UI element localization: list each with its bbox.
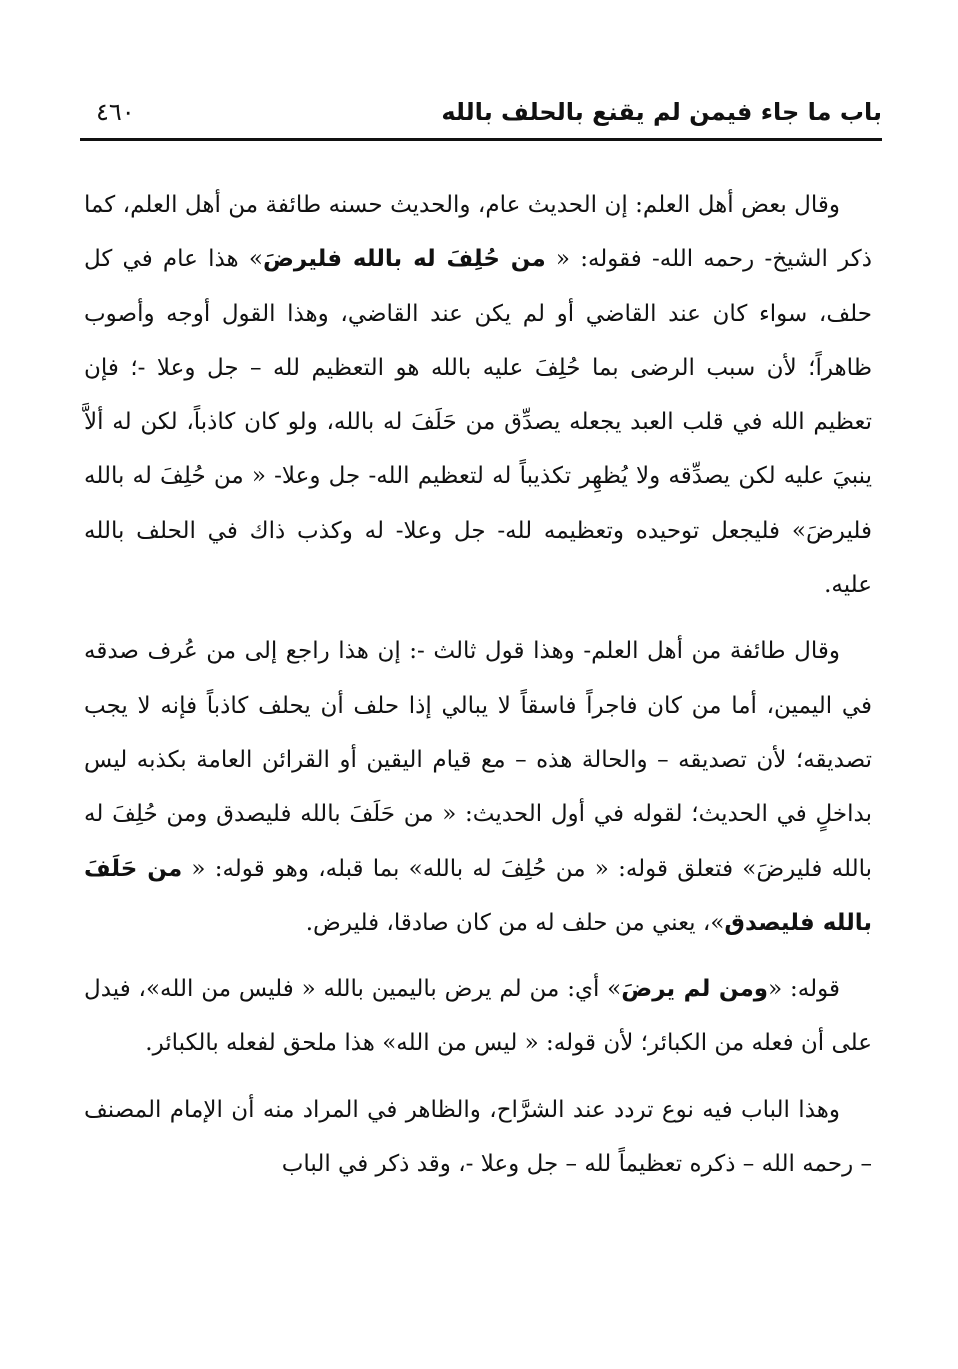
paragraph-4	[84, 1083, 872, 1192]
chapter-title: باب ما جاء فيمن لم يقنع بالحلف بالله	[441, 98, 882, 126]
quoted-hadith-bold: من حُلِفَ له بالله فليرضَ	[262, 246, 546, 273]
paragraph-1-text-cont: » هذا عام في كل حلف، سواء كان عند القاضي أو لم يكن عند القاضي، وهذا القول أوجه وأصوب ظاهراً؛ لأن سبب الرضى بما حُلِفَ عليه بالله هو التعظيم لله – جل وعلا -؛ فإن تعظيم الله في قلب العبد يجعله يصدِّق من حَلَفَ له بالله، ولو كان كاذباً، لكن له ألاَّ ينبيَ عليه لكن يصدِّقه ولا يُظهِر تكذيباً له لتعظيم الله- جل وعلا- « من حُلِفَ له بالله فليرضَ» فليجعل توحيده وتعظيمه لله- جل وعلا- له وكذب ذاك في الحلف بالله عليه.	[84, 246, 872, 599]
quoted-phrase-bold: ومن لم يرضَ	[621, 976, 769, 1003]
running-header	[80, 92, 882, 140]
body-text	[84, 178, 872, 1191]
header-divider	[80, 138, 882, 141]
paragraph-3	[84, 962, 872, 1071]
paragraph-4-text: وهذا الباب فيه نوع تردد عند الشرَّاح، والظاهر في المراد منه أن الإمام المصنف – رحمه الله – ذكره تعظيماً لله – جل وعلا -، وقد ذكر في الباب	[84, 1096, 872, 1178]
paragraph-1	[84, 178, 872, 612]
paragraph-1-text: وقال بعض أهل العلم: إن الحديث عام، والحديث حسنه طائفة من أهل العلم، كما ذكر الشيخ- رحمه الله- فقوله: «	[84, 192, 872, 273]
paragraph-3-text: قوله: «	[768, 976, 840, 1003]
quoted-hadith-bold: من حَلَفَ بالله فليصدق	[84, 855, 872, 936]
paragraph-2-text: وقال طائفة من أهل العلم- وهذا قول ثالث -: إن هذا راجع إلى من عُرف صدقه في اليمين، أما من كان فاجراً فاسقاً لا يبالي إذا حلف أن يحلف كاذباً فإنه لا يجب تصديقه؛ لأن تصديقه – والحالة هذه – مع قيام اليقين أو القرائن العامة بكذبه ليس بداخلٍ في الحديث؛ لقوله في أول الحديث: « من حَلَفَ بالله فليصدق ومن حُلِفَ له بالله فليرضَ» فتعلق قوله: « من حُلِفَ له بالله» بما قبله، وهو قوله: «	[84, 638, 872, 882]
paragraph-3-text-cont: » أي: من لم يرض باليمين بالله « فليس من الله»، فيدل على أن فعله من الكبائر؛ لأن قوله: « ليس من الله» هذا ملحق لفعله بالكبائر.	[84, 976, 872, 1057]
paragraph-2	[84, 624, 872, 950]
paragraph-2-text-cont: »، يعني من حلف له من كان صادقا، فليرض.	[305, 909, 725, 936]
page-number: ٤٦٠	[96, 98, 135, 126]
